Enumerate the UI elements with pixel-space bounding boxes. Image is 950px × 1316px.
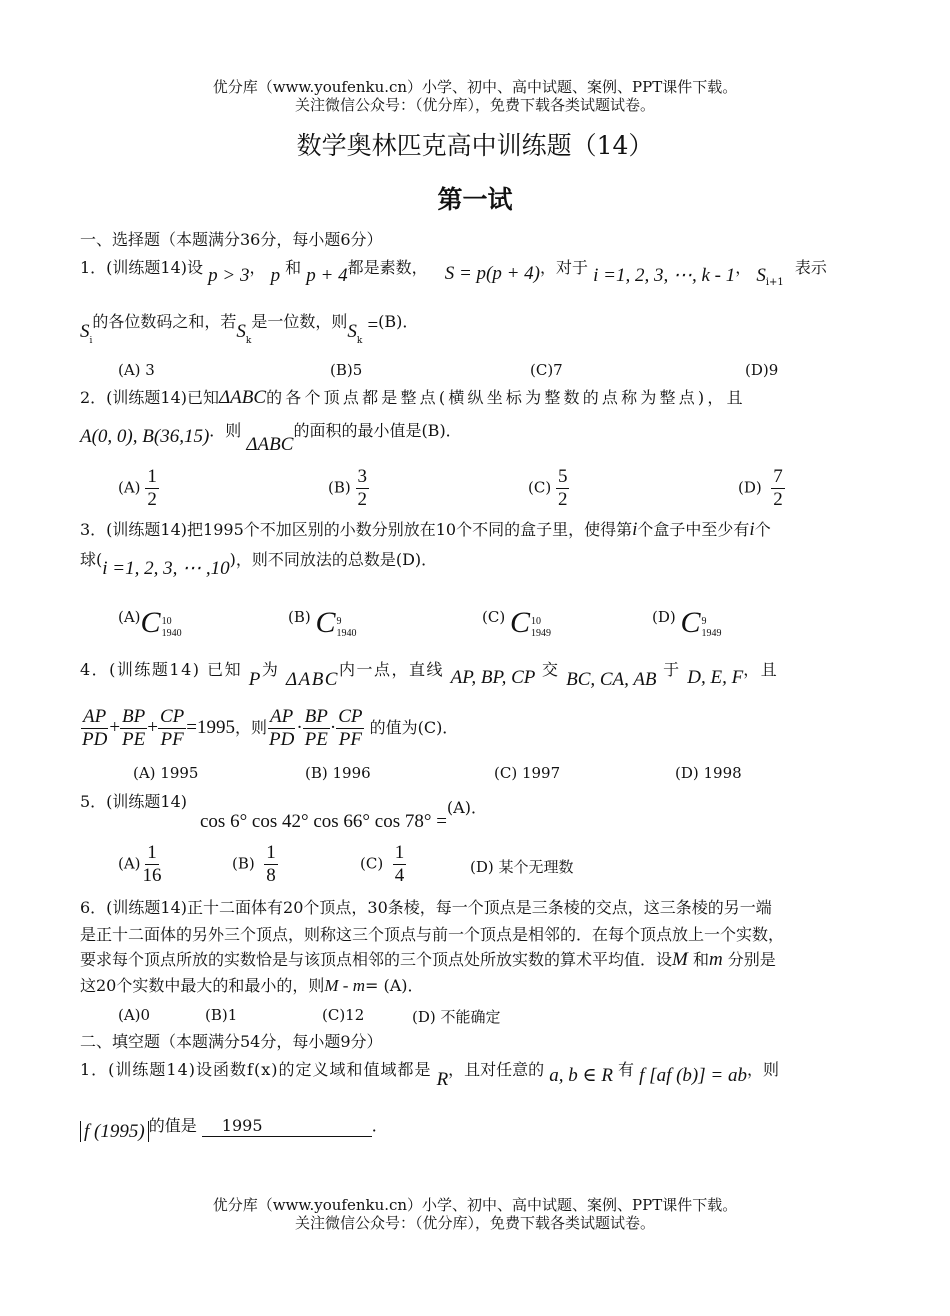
q4-option-b: (B) 1996 [305,764,371,782]
footer-line-2: 关注微信公众号：（优分库），免费下载各类试题试卷。 [294,1214,655,1232]
question-4: 4．(训练题14) 已知 P为 ΔABC内一点，直线 AP, BP, CP 交 BC, CA, AB 于 D, E, F，且 [80,660,779,690]
q6-option-d: (D) 不能确定 [412,1008,501,1026]
q1-option-b: (B)5 [330,361,363,379]
section-2-heading: 二、填空题（本题满分54分，每小题9分） [80,1032,383,1051]
q3-option-d: (D) C 9 1949 [652,606,722,639]
question-4-line-2: $\frac{AP}{PD}$ + $\frac{BP}{PE}$ + $\frac{CP}{PF}$ =1995，则 $\frac{AP}{PD}$ · $\frac{BP}{PE}$ · $\frac{CP}{PF}$ 的值为(C)． [82,706,459,750]
q5-option-a: (A) $\frac{1}{16}$ [118,842,162,886]
q1-option-c: (C)7 [530,361,563,379]
question-5: 5．(训练题14) [80,792,188,811]
q4-option-a: (A) 1995 [133,764,199,782]
q3-option-a: (A)C 10 1940 [118,606,182,639]
question-6-line-3: 要求每个顶点所放的实数恰是与该顶点相邻的三个顶点处所放实数的算术平均值．设M 和m 分别是 [80,949,776,970]
fill-question-1-line-2: f (1995) 的值是 1995 ． [80,1116,388,1137]
question-2: 2．(训练题14)已知ΔABC的各个顶点都是整点(横纵坐标为整数的点称为整点)，且 [80,387,746,408]
q1-option-d: (D)9 [745,361,779,379]
q3-option-b: (B) C 9 1940 [288,606,357,639]
exam-part-title: 第一试 [437,185,513,214]
q3-option-c: (C) C 10 1949 [482,606,551,639]
footer-line-1: 优分库（www.youfenku.cn）小学、初中、高中试题、案例、PPT课件下载。 [212,1196,738,1214]
q6-option-a: (A)0 [118,1006,151,1024]
q2-option-a: (A) $\frac{1}{2}$ [118,466,157,510]
answer-blank: 1995 [202,1116,372,1137]
q6-option-b: (B)1 [205,1006,238,1024]
question-6-line-4: 这20个实数中最大的和最小的，则M - m= (A)． [80,976,424,995]
header-line-2: 关注微信公众号：（优分库），免费下载各类试题试卷。 [294,96,655,114]
section-1-heading: 一、选择题（本题满分36分，每小题6分） [80,230,383,249]
q6-option-c: (C)12 [322,1006,365,1024]
q5-option-b: (B) $\frac{1}{8}$ [232,842,276,886]
question-6-line-2: 是正十二面体的另外三个顶点，则称这三个顶点与前一个顶点是相邻的．在每个顶点放上一个实数， [80,925,785,944]
q4-option-c: (C) 1997 [494,764,561,782]
question-1: 1．(训练题14)设 p > 3， p 和 p + 4都是素数， S = p(p + 4)，对于 i =1, 2, 3, ⋯, k - 1， $S_{i+1}$ 表示 [80,258,827,289]
q2-option-c: (C) $\frac{5}{2}$ [528,466,568,510]
fill-question-1: 1．(训练题14)设函数f(x)的定义域和值域都是 R，且对任意的 a, b ∈ R 有 f [af (b)] = ab，则 [80,1060,779,1090]
question-3-line-2: 球(i =1, 2, 3, ⋯ ,10)，则不同放法的总数是(D)． [80,550,438,579]
question-6-line-1: 6．(训练题14)正十二面体有20个顶点，30条棱，每一个顶点是三条棱的交点，这三条棱的另一端 [80,898,772,917]
question-1-line-2: $S_i$的各位数码之和，若$S_k$是一位数，则$S_k =(B)$． [80,312,419,347]
header-line-1: 优分库（www.youfenku.cn）小学、初中、高中试题、案例、PPT课件下载。 [212,78,738,96]
question-3: 3．(训练题14)把1995个不加区别的小数分别放在10个不同的盒子里，使得第i个盒子中至少有i个 [80,519,771,540]
q1-option-a: (A) 3 [118,361,155,379]
q5-option-d: (D) 某个无理数 [470,858,574,876]
q2-option-b: (B) $\frac{3}{2}$ [328,466,368,510]
question-2-line-2: A(0, 0), B(36,15)．则 ΔABC的面积的最小值是(B)． [80,421,462,455]
q5-option-c: (C) $\frac{1}{4}$ [360,842,405,886]
q2-option-d: (D) $\frac{7}{2}$ [738,466,783,510]
q4-option-d: (D) 1998 [675,764,742,782]
page-title: 数学奥林匹克高中训练题（14） [296,131,654,160]
question-5-expression: cos 6° cos 42° cos 66° cos 78° =(A)． [200,798,487,832]
